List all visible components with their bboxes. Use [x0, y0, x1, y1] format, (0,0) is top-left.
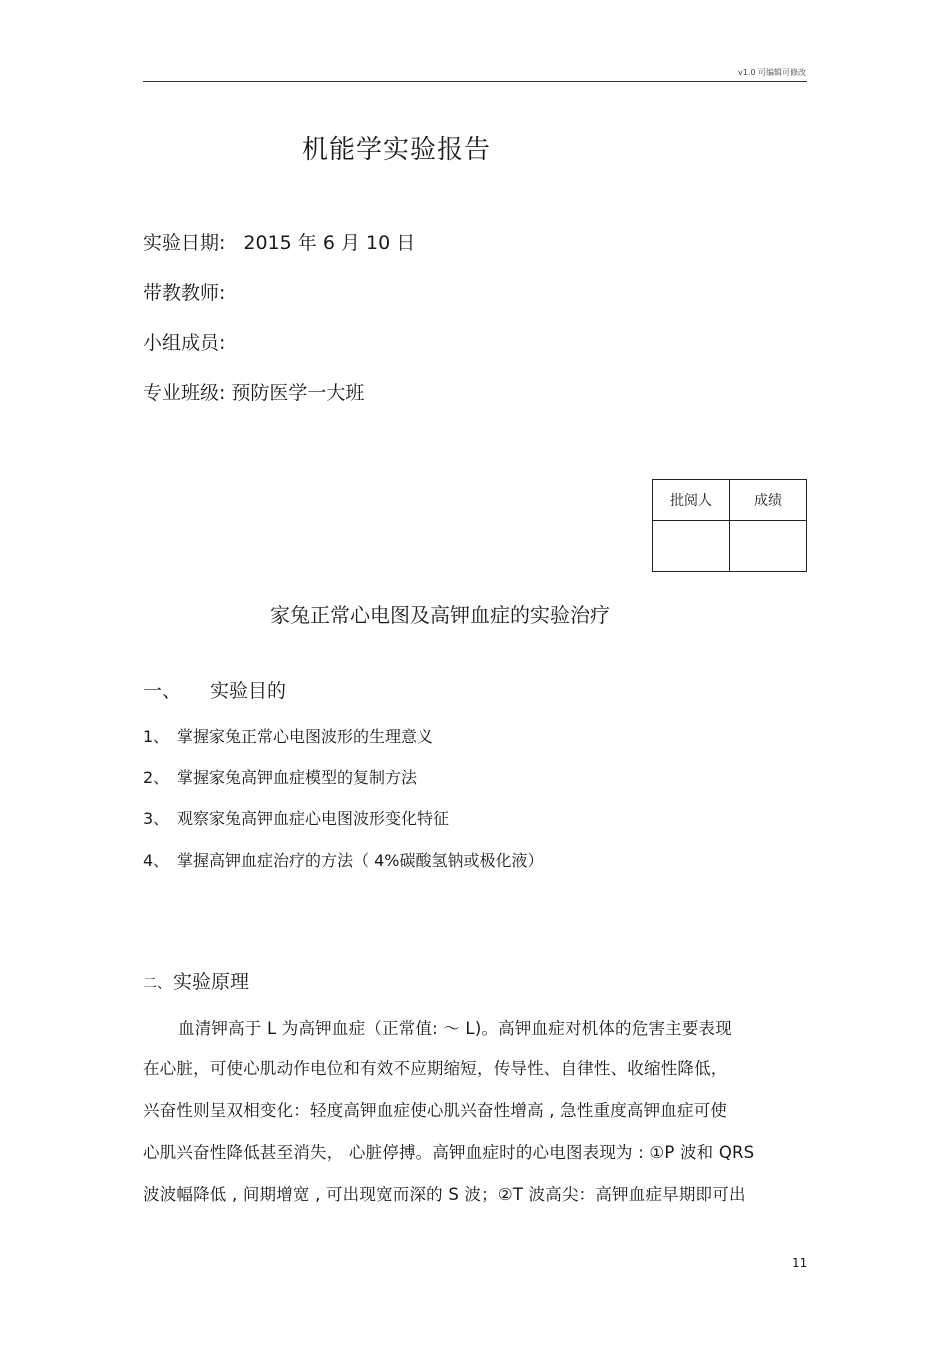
grade-table	[652, 479, 807, 572]
objective-text: 掌握高钾血症治疗的方法（ 4%碳酸氢钠或极化液）	[177, 851, 544, 870]
section-1-number: 一、	[143, 680, 182, 702]
date-label: 实验日期:	[143, 232, 226, 254]
objective-number: 4、	[143, 851, 170, 870]
class-label: 专业班级:	[143, 382, 226, 404]
section-2-title: 实验原理	[173, 971, 250, 993]
objective-number: 3、	[143, 809, 170, 828]
report-subtitle: 家兔正常心电图及高钾血症的实验治疗	[270, 603, 610, 627]
date-value: 2015 年 6 月 10 日	[243, 232, 416, 254]
principle-line: 心肌兴奋性降低甚至消失， 心脏停搏。高钾血症时的心电图表现为 : ①P 波和 QRS	[143, 1143, 755, 1162]
page-number: 11	[792, 1256, 808, 1270]
teacher-field	[143, 278, 225, 305]
score-header: 成绩	[730, 480, 807, 521]
principle-line: 血清钾高于 L 为高钾血症（正常值: ～ L)。高钾血症对机体的危害主要表现	[178, 1019, 732, 1038]
objective-number: 2、	[143, 768, 170, 787]
score-cell	[730, 521, 807, 572]
class-value: 预防医学一大班	[231, 382, 365, 404]
objective-item	[143, 724, 433, 747]
objective-item	[143, 848, 543, 871]
members-label: 小组成员:	[143, 332, 226, 354]
reviewer-header: 批阅人	[653, 480, 730, 521]
page-title: 机能学实验报告	[302, 135, 492, 165]
principle-line: 在心脏，可使心肌动作电位和有效不应期缩短，传导性、自律性、收缩性降低，	[143, 1059, 728, 1078]
class-field	[143, 378, 364, 405]
section-2-number: 二、	[143, 976, 171, 992]
section-1-title: 实验目的	[210, 680, 287, 702]
section-2-heading	[143, 967, 249, 994]
teacher-label: 带教教师:	[143, 282, 226, 304]
objective-text: 观察家兔高钾血症心电图波形变化特征	[177, 809, 450, 828]
principle-line: 兴奋性则呈双相变化：轻度高钾血症使心肌兴奋性增高 , 急性重度高钾血症可使	[143, 1101, 728, 1120]
objective-item	[143, 806, 449, 829]
reviewer-cell	[653, 521, 730, 572]
principle-line: 波波幅降低 , 间期增宽 , 可出现宽而深的 S 波；②T 波高尖：高钾血症早期即可出	[143, 1185, 746, 1204]
objective-number: 1、	[143, 727, 170, 746]
objective-item	[143, 765, 417, 788]
header-rule	[143, 81, 807, 82]
version-note: v1.0 可编辑可修改	[738, 68, 806, 77]
objective-text: 掌握家兔正常心电图波形的生理意义	[177, 727, 434, 746]
date-field	[143, 228, 415, 255]
members-field	[143, 328, 225, 355]
objective-text: 掌握家兔高钾血症模型的复制方法	[177, 768, 418, 787]
section-1-heading	[143, 676, 286, 703]
